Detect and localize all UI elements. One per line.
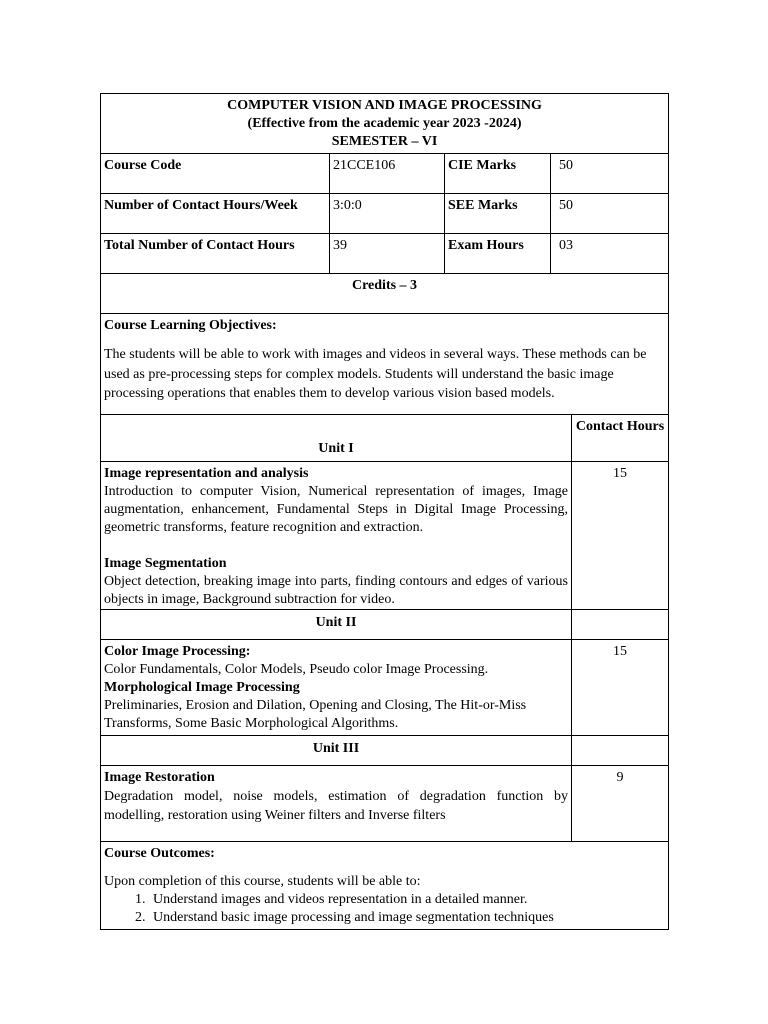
credits: Credits – 3	[101, 274, 669, 314]
title-row	[101, 94, 669, 154]
outcomes-intro: Upon completion of this course, students will be able to:	[104, 873, 421, 889]
effective-year: (Effective from the academic year 2023 -2024)	[247, 116, 522, 131]
syllabus-table	[100, 93, 669, 930]
info-label-2: SEE Marks	[445, 194, 551, 234]
info-label: Number of Contact Hours/Week	[101, 194, 330, 234]
info-value: 39	[330, 234, 445, 274]
title-cell	[101, 94, 669, 154]
outcome-item: 1. Understand images and videos representation in a detailed manner.	[149, 891, 665, 909]
unit-content	[101, 639, 572, 735]
objectives-heading: Course Learning Objectives:	[104, 318, 277, 333]
unit-hours: 15	[572, 461, 669, 609]
topic-text: Object detection, breaking image into parts, finding contours and edges of various objects in image, Background subtraction for video.	[104, 573, 568, 607]
semester: SEMESTER – VI	[331, 134, 438, 149]
outcome-item: 2. Understand basic image processing and image segmentation techniques	[149, 909, 665, 927]
info-value-2: 50	[551, 154, 669, 194]
course-title: COMPUTER VISION AND IMAGE PROCESSING	[227, 98, 542, 113]
objectives-row	[101, 314, 669, 415]
unit-header-row	[101, 735, 669, 765]
topic-heading: Color Image Processing:	[104, 643, 251, 659]
unit-hours: 9	[572, 765, 669, 841]
topic-text: Degradation model, noise models, estimation of degradation function by modelling, restoration using Weiner filters and Inverse filters	[104, 788, 568, 823]
info-row	[101, 154, 669, 194]
info-label-2: CIE Marks	[445, 154, 551, 194]
unit-header-row	[101, 414, 669, 461]
info-row	[101, 194, 669, 234]
topic-text: Introduction to computer Vision, Numerical representation of images, Image augmentation, enhancement, Fundamental Steps in Digital Image Processing, geometric transforms, feature recognition and extraction.	[104, 483, 568, 535]
contact-hours-heading: Contact Hours	[572, 414, 669, 461]
unit-header-row	[101, 609, 669, 639]
topic-heading: Image Restoration	[104, 769, 215, 785]
unit-label: Unit I	[101, 414, 572, 461]
info-label: Total Number of Contact Hours	[101, 234, 330, 274]
topic-heading: Image representation and analysis	[104, 465, 309, 481]
unit-header-empty	[572, 609, 669, 639]
outcomes-heading: Course Outcomes:	[104, 845, 215, 861]
topic-text: Preliminaries, Erosion and Dilation, Opening and Closing, The Hit-or-Miss Transforms, Some Basic Morphological Algorithms.	[104, 697, 527, 731]
unit-label: Unit III	[101, 735, 572, 765]
topic-text: Color Fundamentals, Color Models, Pseudo color Image Processing.	[104, 661, 489, 677]
credits-row	[101, 274, 669, 314]
info-row	[101, 234, 669, 274]
topic-heading: Image Segmentation	[104, 555, 227, 571]
unit-hours: 15	[572, 639, 669, 735]
objectives-text: The students will be able to work with images and videos in several ways. These methods can be used as pre-processing steps for complex models. Students will understand the basic image processing operations that enables them to develop various vision based models.	[104, 347, 647, 401]
unit-content	[101, 765, 572, 841]
unit-content-row	[101, 639, 669, 735]
unit-content-row	[101, 461, 669, 609]
topic-heading: Morphological Image Processing	[104, 679, 300, 695]
objectives-cell	[101, 314, 669, 415]
info-value-2: 03	[551, 234, 669, 274]
info-value-2: 50	[551, 194, 669, 234]
unit-content-row	[101, 765, 669, 841]
outcomes-list	[104, 891, 665, 927]
outcomes-cell	[101, 841, 669, 929]
syllabus-document	[100, 93, 668, 930]
info-value: 3:0:0	[330, 194, 445, 234]
info-label-2: Exam Hours	[445, 234, 551, 274]
outcomes-row	[101, 841, 669, 929]
unit-content	[101, 461, 572, 609]
unit-header-empty	[572, 735, 669, 765]
unit-label: Unit II	[101, 609, 572, 639]
info-value: 21CCE106	[330, 154, 445, 194]
info-label: Course Code	[101, 154, 330, 194]
